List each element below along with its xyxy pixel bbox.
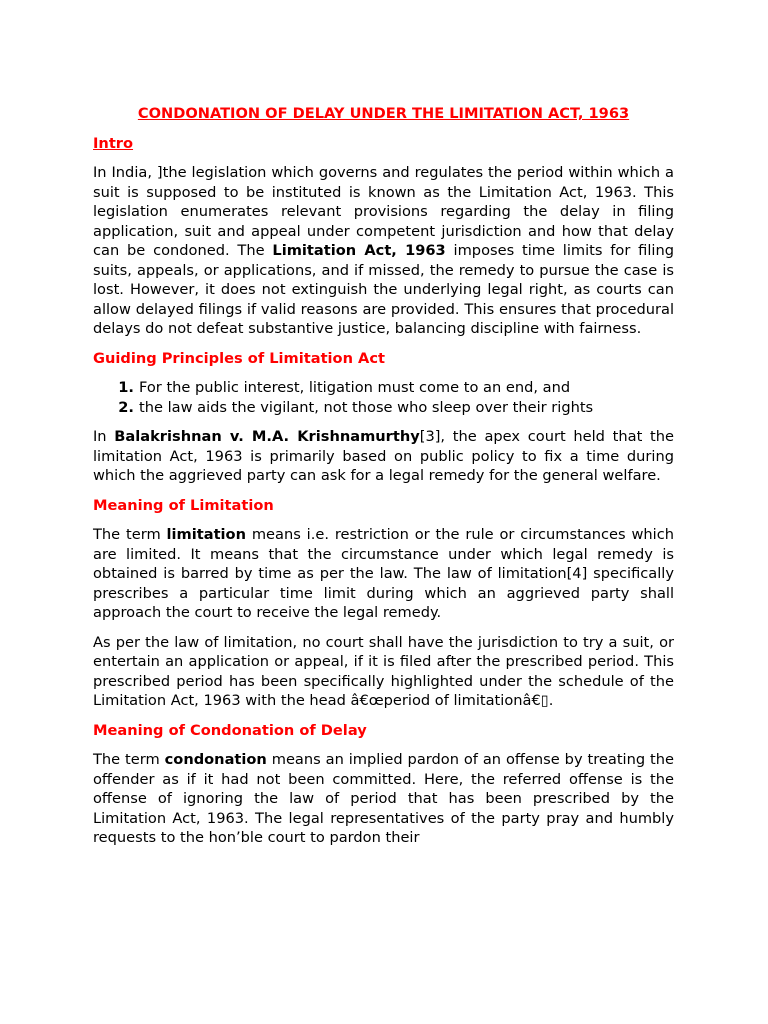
condonation-paragraph: [93, 750, 674, 848]
principles-case-paragraph: [93, 427, 674, 486]
intro-text-b: imposes time limits for filing suits, appeals, or applications, and if missed, the remedy to pursue the case is lost. However, it does not extinguish the underlying legal right, as courts can allow delayed filings if valid reasons are provided. This ensures that procedural delays do not defeat substantive justice, balancing discipline with fairness.: [93, 242, 674, 337]
document-title: CONDONATION OF DELAY UNDER THE LIMITATION ACT, 1963: [137, 105, 630, 122]
case-text-a: In: [93, 428, 115, 445]
condonation-text-a: The term: [93, 751, 165, 768]
intro-paragraph: [93, 163, 674, 339]
principles-item: 2. the law aids the vigilant, not those who sleep over their rights: [139, 398, 674, 418]
intro-text-a: In India, ]the legislation which governs and regulates the period within which a suit is supposed to be instituted is known as the Limitation Act, 1963. This legislation enumerates relevant provisions regarding the delay in filing application, suit and appeal under competent jurisdiction and how that delay can be condoned. The: [93, 164, 674, 259]
case-text-b: [3], the apex court held that the limitation Act, 1963 is primarily based on public policy to fix a time during which the aggrieved party can ask for a legal remedy for the general welfare.: [93, 428, 674, 484]
condonation-heading: Meaning of Condonation of Delay: [93, 721, 367, 739]
condonation-text-b: means an implied pardon of an offense by treating the offender as if it had not been committed. Here, the referred offense is the offense of ignoring the law of period that has been prescribed by the Limitation Act, 1963. The legal representatives of the party pray and humbly requests to the hon’ble court to pardon their: [93, 751, 674, 846]
document-page: [93, 104, 674, 858]
principles-list: [93, 378, 674, 417]
limitation-paragraph-2: As per the law of limitation, no court shall have the jurisdiction to try a suit, or entertain an application or appeal, if it is filed after the prescribed period. This prescribed period has been specifically highlighted under the schedule of the Limitation Act, 1963 with the head â€œperiod of limitationâ€▯.: [93, 633, 674, 709]
intro-heading: Intro: [93, 134, 134, 152]
case-name: Balakrishnan v. M.A. Krishnamurthy: [114, 428, 420, 445]
limitation-paragraph-1: [93, 525, 674, 623]
limitation-text-a: The term: [93, 526, 167, 543]
limitation-bold-term: limitation: [166, 526, 246, 543]
limitation-heading: Meaning of Limitation: [93, 496, 274, 514]
limitation-text-b: means i.e. restriction or the rule or circumstances which are limited. It means that the circumstance under which legal remedy is obtained is barred by time as per the law. The law of limitation[4] specifically prescribes a particular time limit during which an aggrieved party shall approach the court to receive the legal remedy.: [93, 526, 674, 621]
intro-bold-act: Limitation Act, 1963: [272, 242, 446, 259]
principles-heading: Guiding Principles of Limitation Act: [93, 349, 385, 367]
condonation-bold-term: condonation: [164, 751, 267, 768]
principles-item: 1. For the public interest, litigation must come to an end, and: [139, 378, 674, 398]
